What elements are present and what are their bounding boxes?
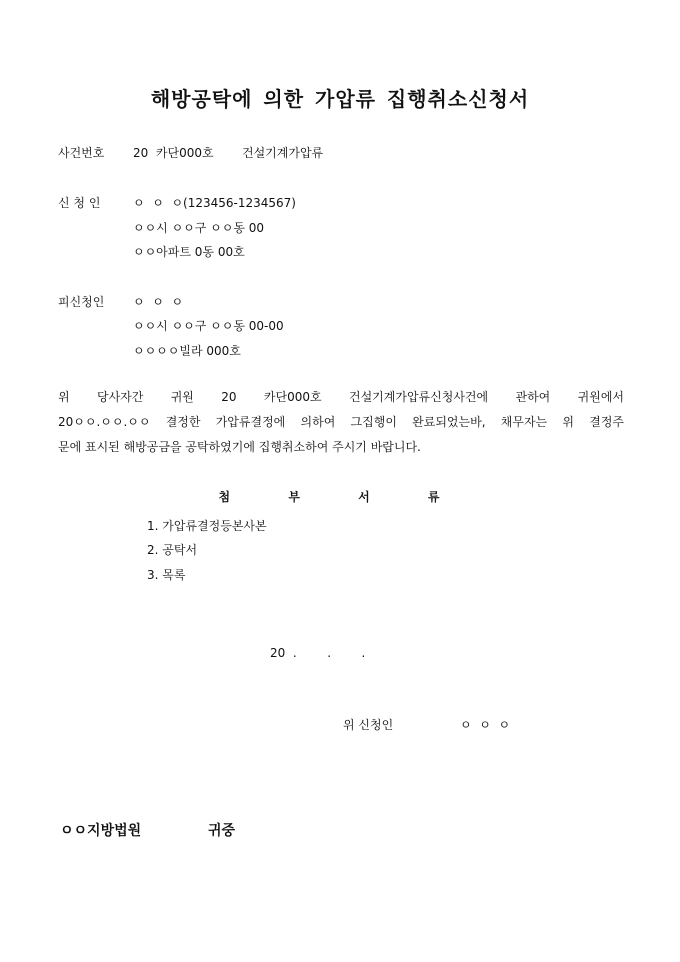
document-title: 해방공탁에 의한 가압류 집행취소신청서 <box>150 87 530 111</box>
respondent-address-line2: ㅇㅇㅇㅇ빌라 000호 <box>133 344 241 358</box>
body-line-1: 위 당사자간 귀원 20 카단000호 건설기계가압류신청사건에 관하여 귀원에서 <box>58 390 624 404</box>
respondent-name: ㅇ ㅇ ㅇ <box>133 295 184 309</box>
attachment-item: 3. 목록 <box>147 568 186 582</box>
applicant-address-line2: ㅇㅇ아파트 0동 00호 <box>133 245 245 259</box>
body-line-3: 문에 표시된 해방공금을 공탁하였기에 집행취소하여 주시기 바랍니다. <box>58 440 421 454</box>
applicant-address-line1: ㅇㅇ시 ㅇㅇ구 ㅇㅇ동 00 <box>133 221 265 235</box>
signature-name: ㅇ ㅇ ㅇ <box>460 718 511 732</box>
date-line: 20 . . . <box>270 646 366 660</box>
court-honorific: 귀중 <box>208 823 236 839</box>
attachments-heading: 첨 부 서 류 <box>218 490 462 504</box>
case-number-label: 사건번호 <box>58 146 105 160</box>
respondent-address-line1: ㅇㅇ시 ㅇㅇ구 ㅇㅇ동 00-00 <box>133 319 284 333</box>
case-number: 20 카단000호 <box>133 146 214 160</box>
signature-label: 위 신청인 <box>343 718 394 732</box>
applicant-name: ㅇ ㅇ ㅇ(123456-1234567) <box>133 196 296 210</box>
court-name: ㅇㅇ지방법원 <box>60 823 142 839</box>
attachment-item: 1. 가압류결정등본사본 <box>147 519 267 533</box>
respondent-label: 피신청인 <box>58 295 105 309</box>
case-name: 건설기계가압류 <box>242 146 324 160</box>
attachment-item: 2. 공탁서 <box>147 543 198 557</box>
body-line-2: 20ㅇㅇ.ㅇㅇ.ㅇㅇ 결정한 가압류결정에 의하여 그집행이 완료되었는바, 채무자는 위 결정주 <box>58 415 624 429</box>
applicant-label: 신 청 인 <box>58 196 101 210</box>
